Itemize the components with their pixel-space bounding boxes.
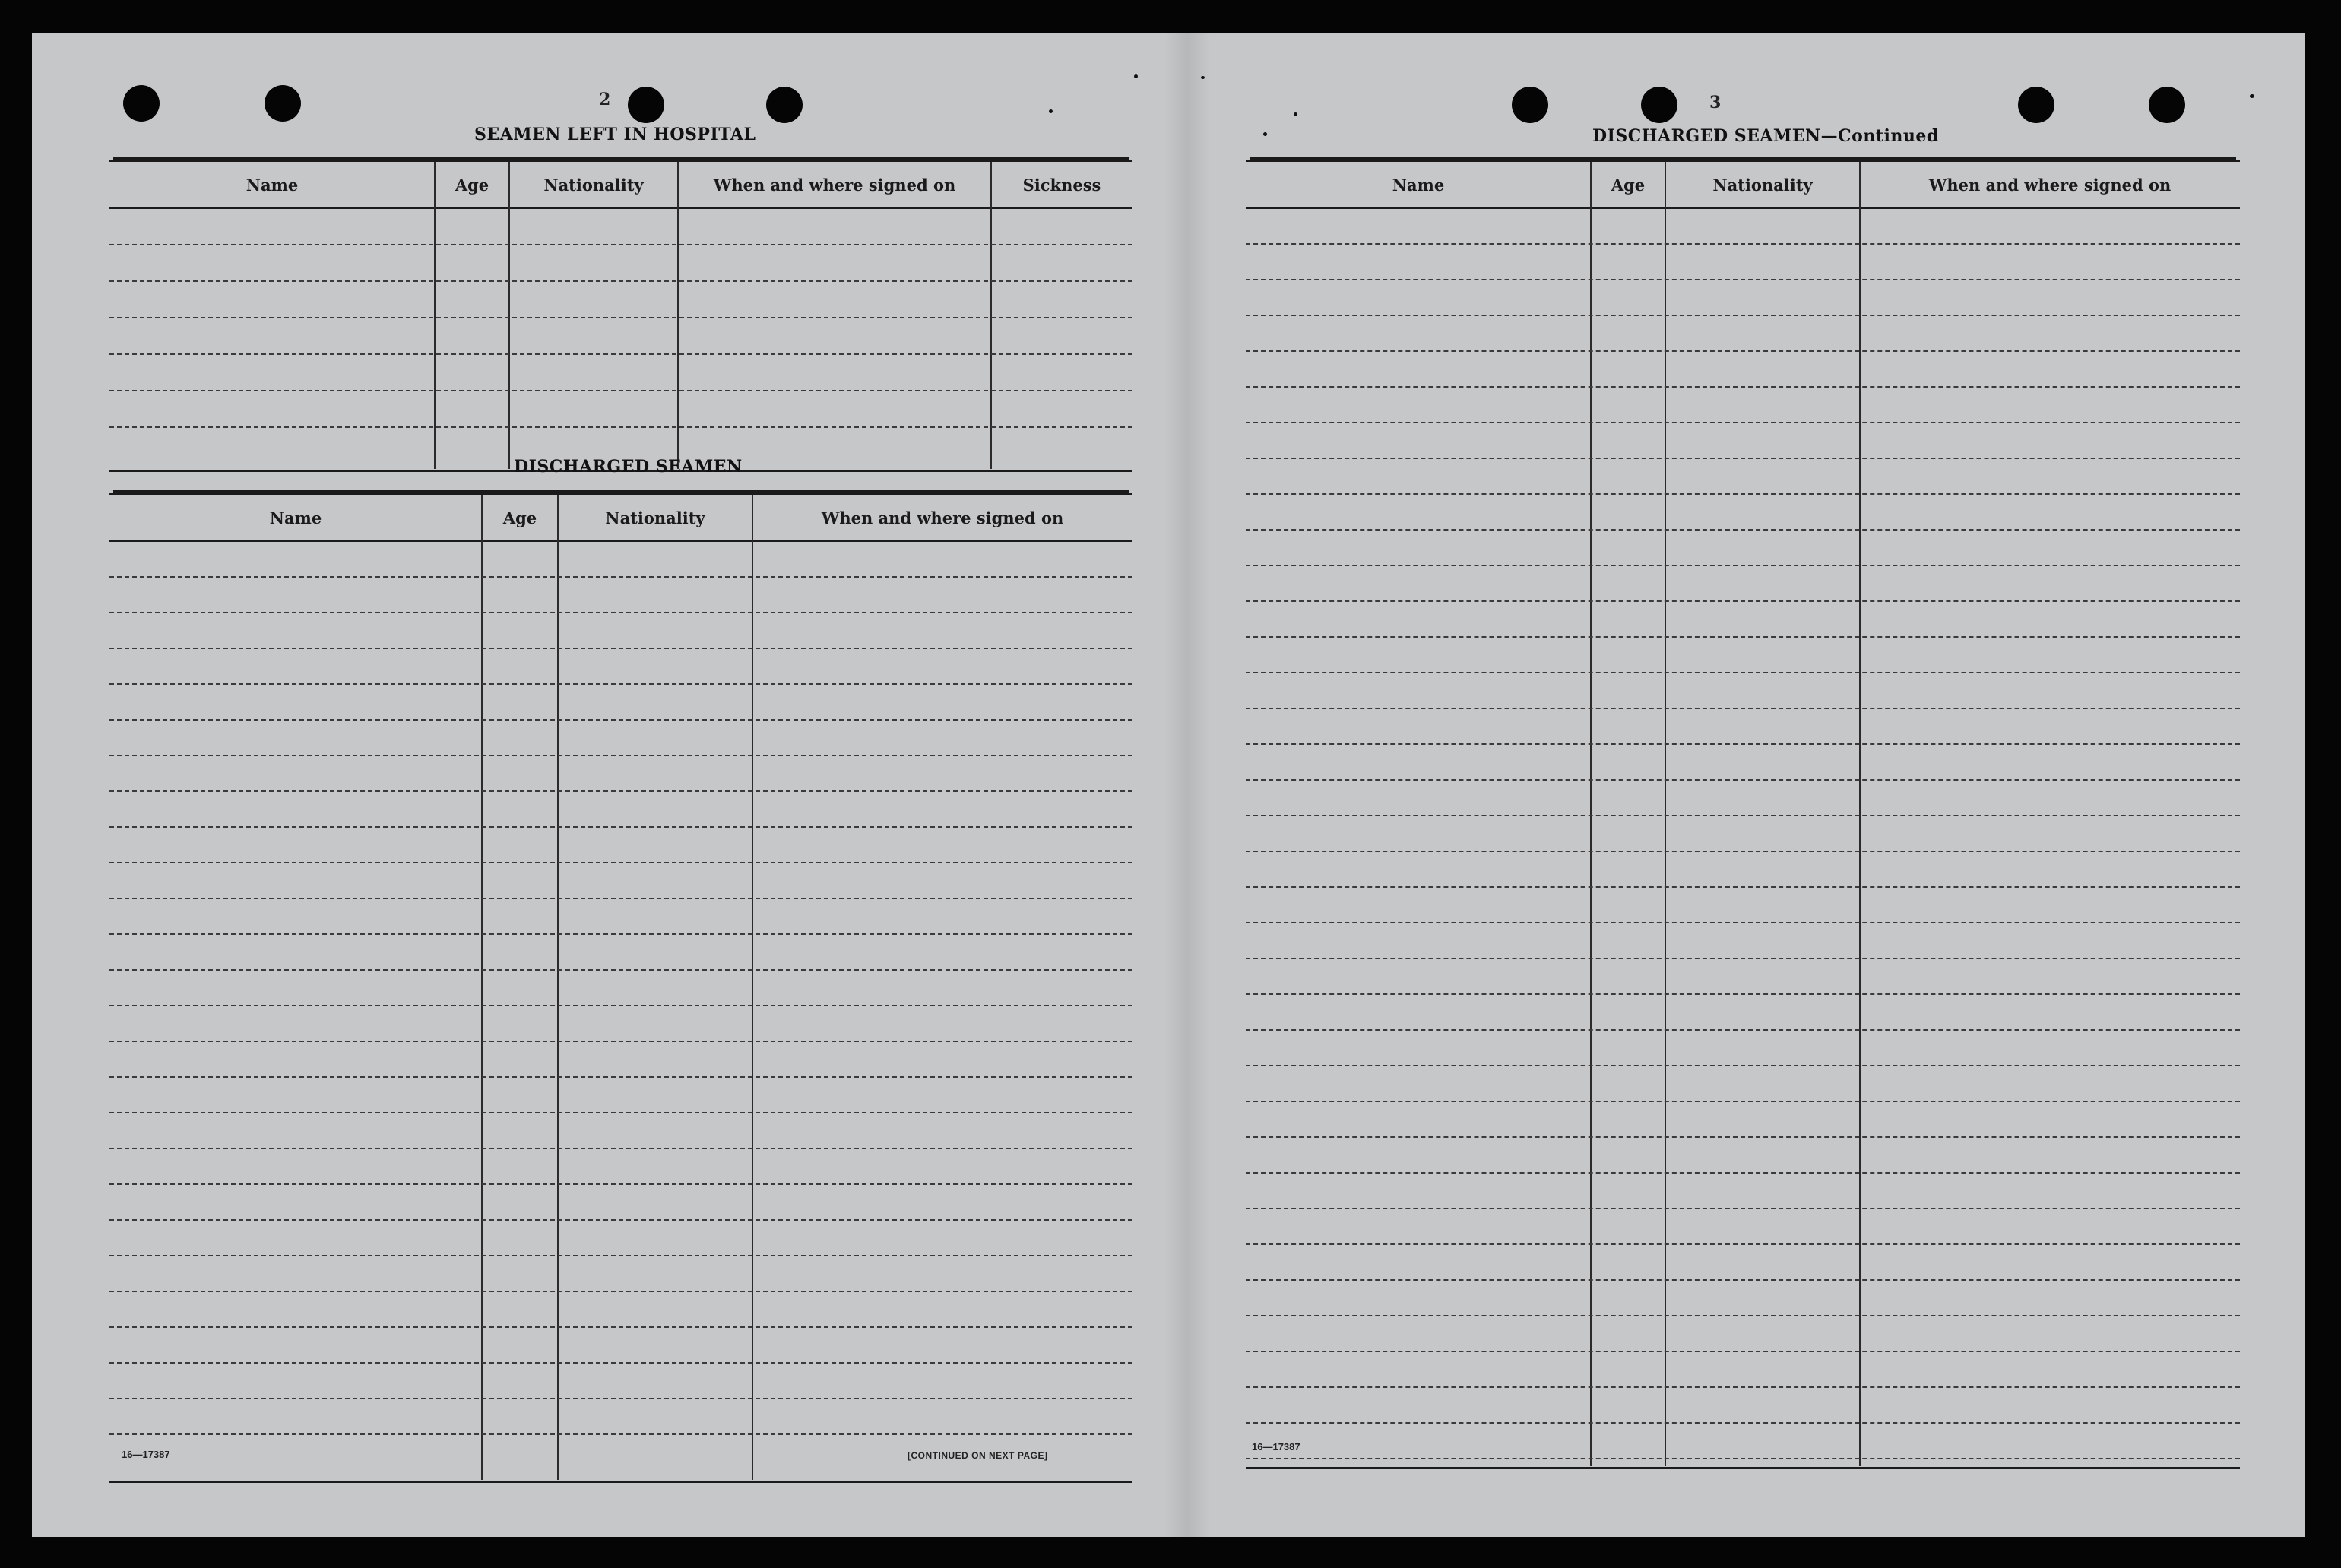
punch-hole (1512, 87, 1548, 123)
table-row[interactable] (1246, 1029, 2240, 1031)
table-row[interactable] (109, 1076, 1132, 1078)
table-row[interactable] (109, 612, 1132, 613)
table-row[interactable] (1246, 636, 2240, 638)
table-row[interactable] (109, 1148, 1132, 1149)
table-row[interactable] (1246, 422, 2240, 423)
table-header (109, 162, 1132, 209)
table-row[interactable] (1246, 493, 2240, 495)
table-row[interactable] (109, 576, 1132, 578)
table-row[interactable] (109, 426, 1132, 428)
scanned-document (32, 33, 2305, 1537)
table-row[interactable] (1246, 1101, 2240, 1102)
table-row[interactable] (109, 1433, 1132, 1435)
table-row[interactable] (1246, 1458, 2240, 1459)
table-row[interactable] (1246, 922, 2240, 923)
table-row[interactable] (1246, 886, 2240, 888)
column-header: Age (502, 508, 537, 527)
table-row[interactable] (109, 648, 1132, 649)
table-row[interactable] (1246, 779, 2240, 781)
punch-hole (766, 87, 803, 123)
column-divider (990, 162, 992, 469)
column-divider (1665, 162, 1666, 1466)
title-main: DISCHARGED SEAMEN (1592, 126, 1821, 146)
discharged-section-title: DISCHARGED SEAMEN (514, 457, 743, 477)
table-row[interactable] (1246, 1065, 2240, 1066)
column-header: When and where signed on (1928, 175, 2172, 195)
punch-hole (123, 85, 160, 122)
form-code: 16—17387 (122, 1449, 170, 1460)
table-row[interactable] (1246, 1315, 2240, 1316)
table-row[interactable] (1246, 672, 2240, 673)
scan-speck (1201, 76, 1205, 79)
right-page (1168, 33, 2305, 1537)
table-row[interactable] (1246, 1208, 2240, 1209)
table-row[interactable] (109, 390, 1132, 391)
table-row[interactable] (1246, 386, 2240, 388)
column-divider (1590, 162, 1592, 1466)
table-row[interactable] (109, 826, 1132, 828)
table-row[interactable] (1246, 1386, 2240, 1388)
table-row[interactable] (109, 862, 1132, 863)
table-row[interactable] (109, 1112, 1132, 1113)
punch-hole (2018, 87, 2054, 123)
table-row[interactable] (1246, 243, 2240, 245)
table-row[interactable] (1246, 600, 2240, 602)
column-divider (434, 162, 436, 469)
table-row[interactable] (1246, 1422, 2240, 1424)
table-header (1246, 162, 2240, 209)
column-header: Name (269, 508, 322, 527)
table-row[interactable] (1246, 993, 2240, 995)
table-row[interactable] (109, 244, 1132, 245)
form-code: 16—17387 (1252, 1441, 1300, 1452)
table-row[interactable] (109, 755, 1132, 756)
table-row[interactable] (109, 898, 1132, 899)
column-header: When and where signed on (821, 508, 1064, 527)
column-header: Nationality (605, 508, 705, 527)
hospital-section-title: SEAMEN LEFT IN HOSPITAL (474, 125, 756, 144)
table-row[interactable] (1246, 279, 2240, 280)
punch-hole (1641, 87, 1677, 123)
table-row[interactable] (1246, 315, 2240, 316)
table-row[interactable] (1246, 851, 2240, 852)
column-divider (508, 162, 510, 469)
punch-hole (2149, 87, 2185, 123)
column-header: Sickness (1022, 175, 1101, 195)
table-bottom-rule (1246, 1467, 2240, 1469)
page-number: 3 (1709, 93, 1722, 112)
scan-speck (1263, 132, 1267, 136)
table-row[interactable] (109, 1183, 1132, 1185)
page-number: 2 (599, 90, 611, 109)
discharged-table (109, 493, 1132, 1480)
column-header: Nationality (543, 175, 644, 195)
table-row[interactable] (109, 719, 1132, 721)
table-row[interactable] (109, 1255, 1132, 1256)
hospital-table (109, 160, 1132, 469)
punch-hole (265, 85, 301, 122)
table-bottom-rule (109, 1481, 1132, 1483)
table-row[interactable] (109, 1362, 1132, 1364)
table-row[interactable] (109, 969, 1132, 971)
table-row[interactable] (1246, 458, 2240, 459)
discharged-continued-title (1592, 126, 1939, 146)
table-row[interactable] (1246, 529, 2240, 531)
table-row[interactable] (109, 683, 1132, 685)
table-row[interactable] (109, 1005, 1132, 1006)
scan-speck (1134, 74, 1138, 78)
table-row[interactable] (109, 1041, 1132, 1042)
column-divider (557, 495, 559, 1480)
column-header: Age (455, 175, 489, 195)
table-header (109, 495, 1132, 542)
table-row[interactable] (1246, 565, 2240, 566)
table-row[interactable] (1246, 708, 2240, 709)
table-row[interactable] (109, 1291, 1132, 1292)
column-header: Age (1611, 175, 1646, 195)
table-row[interactable] (1246, 350, 2240, 352)
table-row[interactable] (1246, 1136, 2240, 1138)
column-header: When and where signed on (713, 175, 956, 195)
table-row[interactable] (109, 353, 1132, 355)
column-divider (677, 162, 679, 469)
title-suffix: —Continued (1820, 126, 1939, 146)
column-header: Name (1392, 175, 1445, 195)
table-row[interactable] (109, 280, 1132, 282)
table-row[interactable] (109, 1326, 1132, 1328)
scan-speck (1049, 109, 1053, 113)
table-row[interactable] (1246, 1279, 2240, 1281)
table-row[interactable] (109, 933, 1132, 935)
table-row[interactable] (109, 1219, 1132, 1221)
table-row[interactable] (1246, 958, 2240, 959)
column-header: Nationality (1712, 175, 1813, 195)
column-divider (752, 495, 753, 1480)
scan-speck (2250, 94, 2254, 98)
table-row[interactable] (1246, 1351, 2240, 1352)
punch-hole (628, 87, 664, 123)
table-row[interactable] (1246, 1172, 2240, 1174)
discharged-continued-table (1246, 160, 2240, 1466)
left-page (32, 33, 1168, 1537)
table-row[interactable] (1246, 815, 2240, 816)
table-row[interactable] (1246, 1243, 2240, 1245)
table-row[interactable] (109, 317, 1132, 318)
table-row[interactable] (109, 1398, 1132, 1399)
column-divider (481, 495, 483, 1480)
column-header: Name (246, 175, 299, 195)
table-row[interactable] (109, 790, 1132, 792)
continued-note: [CONTINUED ON NEXT PAGE] (908, 1450, 1048, 1461)
column-divider (1859, 162, 1861, 1466)
scan-speck (1294, 112, 1297, 116)
table-row[interactable] (1246, 743, 2240, 745)
